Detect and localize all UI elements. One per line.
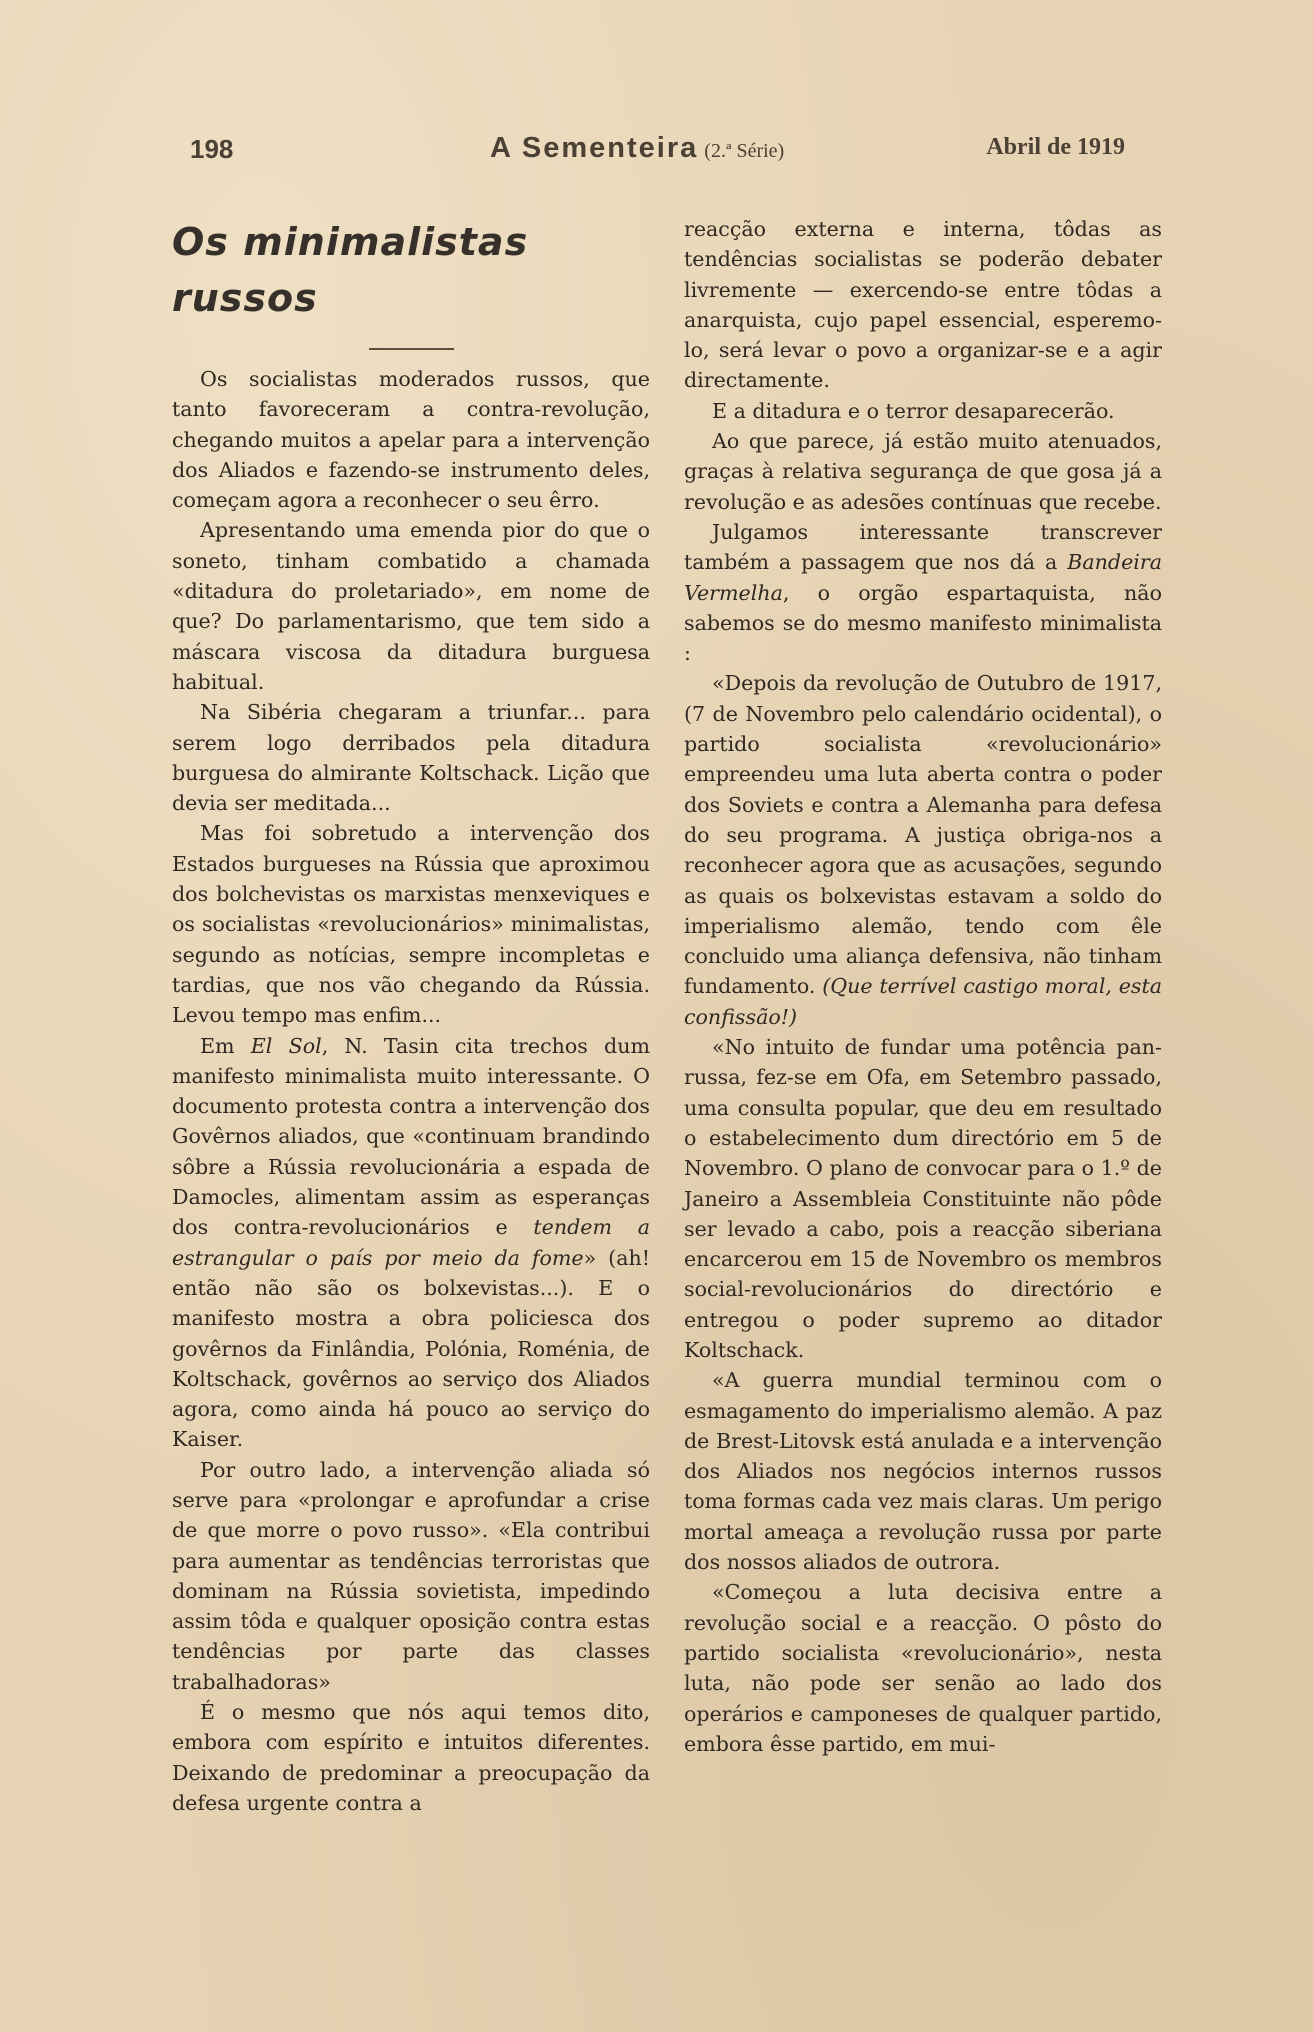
journal-series: (2.ª Série) — [704, 140, 785, 162]
paragraph-continued: reacção externa e interna, tôdas as tendências socialistas se poderão debater livremente — exercendo-se entre tôdas a anarquista, cujo papel essencial, esperemo-lo, será levar o povo a organizar-se e a agir directamente. — [684, 217, 1162, 393]
paragraph: Na Sibéria chegaram a triunfar... para serem logo derribados pela ditadura burguesa do almirante Koltschack. Lição que devia ser meditada... — [172, 700, 650, 816]
issue-date: Abril de 1919 — [986, 134, 1125, 160]
right-column — [684, 214, 1162, 1759]
paragraph: Apresentando uma emenda pior do que o soneto, tinham combatido a chamada «ditadura do proletariado», em nome de que? Do parlamentarismo, que tem sido a máscara viscosa da ditadura burguesa habitual. — [172, 518, 650, 694]
left-column — [172, 214, 650, 1818]
title-divider — [369, 348, 454, 350]
text-run: Em — [200, 1033, 251, 1058]
paragraph: «A guerra mundial terminou com o esmagamento do imperialismo alemão. A paz de Brest-Litovsk está anulada e a intervenção dos Aliados nos negócios internos russos toma formas cada vez mais claras. Um perigo mortal ameaça a revolução russa por parte dos nossos aliados de outrora. — [684, 1368, 1162, 1575]
page-number: 198 — [190, 134, 234, 164]
paragraph: «Começou a luta decisiva entre a revolução social e a reacção. O pôsto do partido socialista «revolucionário», nesta luta, não pode ser senão ao lado dos operários e camponeses de qualquer partido, embora êsse partido, em mui- — [684, 1580, 1162, 1756]
paragraph: Ao que parece, já estão muito atenuados, graças à relativa segurança de que gosa já a revolução e as adesões contínuas que recebe. — [684, 429, 1162, 514]
paragraph — [684, 668, 1162, 1032]
emphasis: tendem a estrangular o país por meio da fome — [172, 1215, 650, 1270]
text-run: , o orgão espartaquista, não sabemos se do mesmo manifesto minimalista : — [684, 580, 1162, 666]
paragraph: É o mesmo que nós aqui temos dito, embora com espírito e intuitos diferentes. Deixando de predominar a preocupação da defesa urgente contra a — [172, 1700, 650, 1815]
text-run: «Depois da revolução de Outubro de 1917, (7 de Novembro pelo calendário ocidental), o partido socialista «revolucionário» empreendeu uma luta aberta contra o poder dos Soviets e contra a Alemanha para defesa do seu programa. A justiça obriga-nos a reconhecer agora que as acusações, segundo as quais os bolxevistas estavam a soldo do imperialismo alemão, tendo com êle concluido uma aliança defensiva, não tinham fundamento. — [684, 671, 1162, 999]
paragraph: «No intuito de fundar uma potência pan-russa, fez-se em Ofa, em Setembro passado, uma consulta popular, que deu em resultado o estabelecimento dum directório em 5 de Novembro. O plano de convocar para o 1.º de Janeiro a Assembleia Constituinte não pôde ser levado a cabo, pois a reacção siberiana encarcerou em 15 de Novembro os membros social-revolucionários do directório e entregou o poder supremo ao ditador Koltschack. — [684, 1035, 1162, 1362]
journal-name: A Sementeira — [490, 132, 699, 164]
journal-title — [490, 132, 784, 165]
paragraph — [684, 517, 1162, 668]
paragraph: E a ditadura e o terror desaparecerão. — [712, 398, 1115, 423]
paragraph — [172, 1031, 650, 1455]
page-header — [190, 130, 1125, 170]
paragraph: Os socialistas moderados russos, que tanto favoreceram a contra-revolução, chegando muitos a apelar para a intervenção dos Aliados e fazendo-se instrumento deles, começam agora a reconhecer o seu êrro. — [172, 367, 650, 513]
newspaper-name: El Sol — [250, 1033, 322, 1058]
paragraph: Mas foi sobretudo a intervenção dos Estados burgueses na Rússia que aproximou dos bolchevistas os marxistas menxeviques e os socialistas «revolucionários» minimalistas, segundo as notícias, sempre incompletas e tardias, que nos vão chegando da Rússia. Levou tempo mas enfim... — [172, 821, 650, 1028]
text-run: Julgamos interessante transcrever também a passagem que nos dá a — [684, 519, 1162, 575]
newspaper-name: Bandeira Vermelha — [684, 550, 1162, 605]
paragraph: Por outro lado, a intervenção aliada só serve para «prolongar e aprofundar a crise de que morre o povo russo». «Ela contribui para aumentar as tendências terroristas que dominam na Rússia sovietista, impedindo assim tôda e qualquer oposição contra estas tendências por parte das classes trabalhadoras» — [172, 1457, 650, 1694]
article-title: Os minimalistas russos — [172, 220, 529, 320]
emphasis: (Que terrível castigo moral, esta confissão!) — [684, 974, 1163, 1029]
text-run: » (ah! então não são os bolxevistas...). E o manifesto mostra a obra policiesca dos govêrnos da Finlândia, Polónia, Roménia, de Koltschack, govêrnos ao serviço dos Aliados agora, como ainda há pouco ao serviço do Kaiser. — [172, 1245, 651, 1452]
text-run: , N. Tasin cita trechos dum manifesto minimalista muito interessante. O documento protesta contra a intervenção dos Govêrnos aliados, que «continuam brandindo sôbre a Rússia revolucionária a espada de Damocles, alimentam assim as esperanças dos contra-revolucionários e — [172, 1033, 651, 1240]
